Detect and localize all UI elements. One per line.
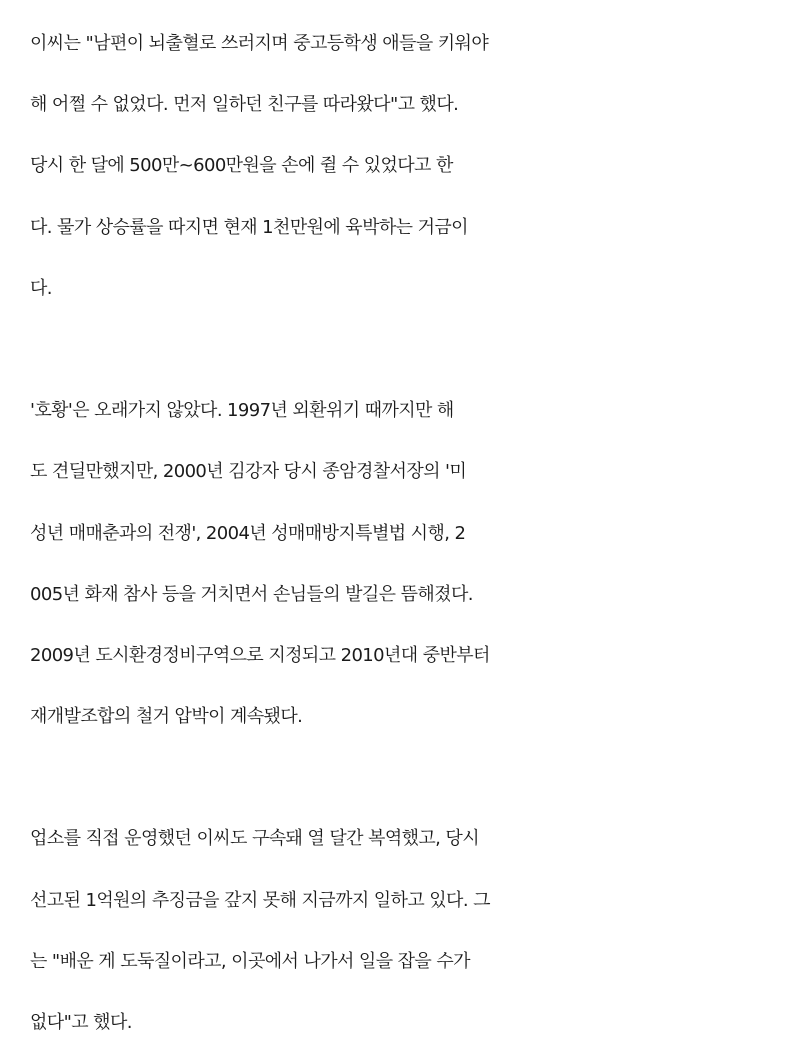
text-line: 성년 매매춘과의 전쟁', 2004년 성매매방지특별법 시행, 2 xyxy=(30,522,466,544)
text-line: 없다"고 했다. xyxy=(30,1012,132,1033)
text-line: 해 어쩔 수 없었다. 먼저 일하던 친구를 따라왔다"고 했다. xyxy=(30,94,459,116)
paragraph-2 xyxy=(30,380,800,747)
text-line: 다. xyxy=(30,277,52,299)
text-line: '호황'은 오래가지 않았다. 1997년 외환위기 때까지만 해 xyxy=(30,400,454,422)
paragraph-gap xyxy=(30,747,800,808)
text-line: 선고된 1억원의 추징금을 갚지 못해 지금까지 일하고 있다. 그 xyxy=(30,889,490,911)
text-line: 업소를 직접 운영했던 이씨도 구속돼 열 달간 복역했고, 당시 xyxy=(30,828,480,850)
paragraph-gap xyxy=(30,319,800,380)
text-line: 이씨는 "남편이 뇌출혈로 쓰러지며 중고등학생 애들을 키워야 xyxy=(30,33,489,54)
paragraph-1 xyxy=(30,13,800,319)
text-line: 재개발조합의 철거 압박이 계속됐다. xyxy=(30,706,303,728)
text-line: 005년 화재 참사 등을 거치면서 손님들의 발길은 뜸해졌다. xyxy=(30,583,473,605)
text-line: 2009년 도시환경정비구역으로 지정되고 2010년대 중반부터 xyxy=(30,644,490,666)
text-line: 는 "배운 게 도둑질이라고, 이곳에서 나가서 일을 잡을 수가 xyxy=(30,950,470,972)
text-line: 도 견딜만했지만, 2000년 김강자 당시 종암경찰서장의 '미 xyxy=(30,461,467,483)
paragraph-3 xyxy=(30,808,800,1053)
text-line: 당시 한 달에 500만~600만원을 손에 쥘 수 있었다고 한 xyxy=(30,155,453,177)
text-line: 다. 물가 상승률을 따지면 현재 1천만원에 육박하는 거금이 xyxy=(30,216,468,238)
